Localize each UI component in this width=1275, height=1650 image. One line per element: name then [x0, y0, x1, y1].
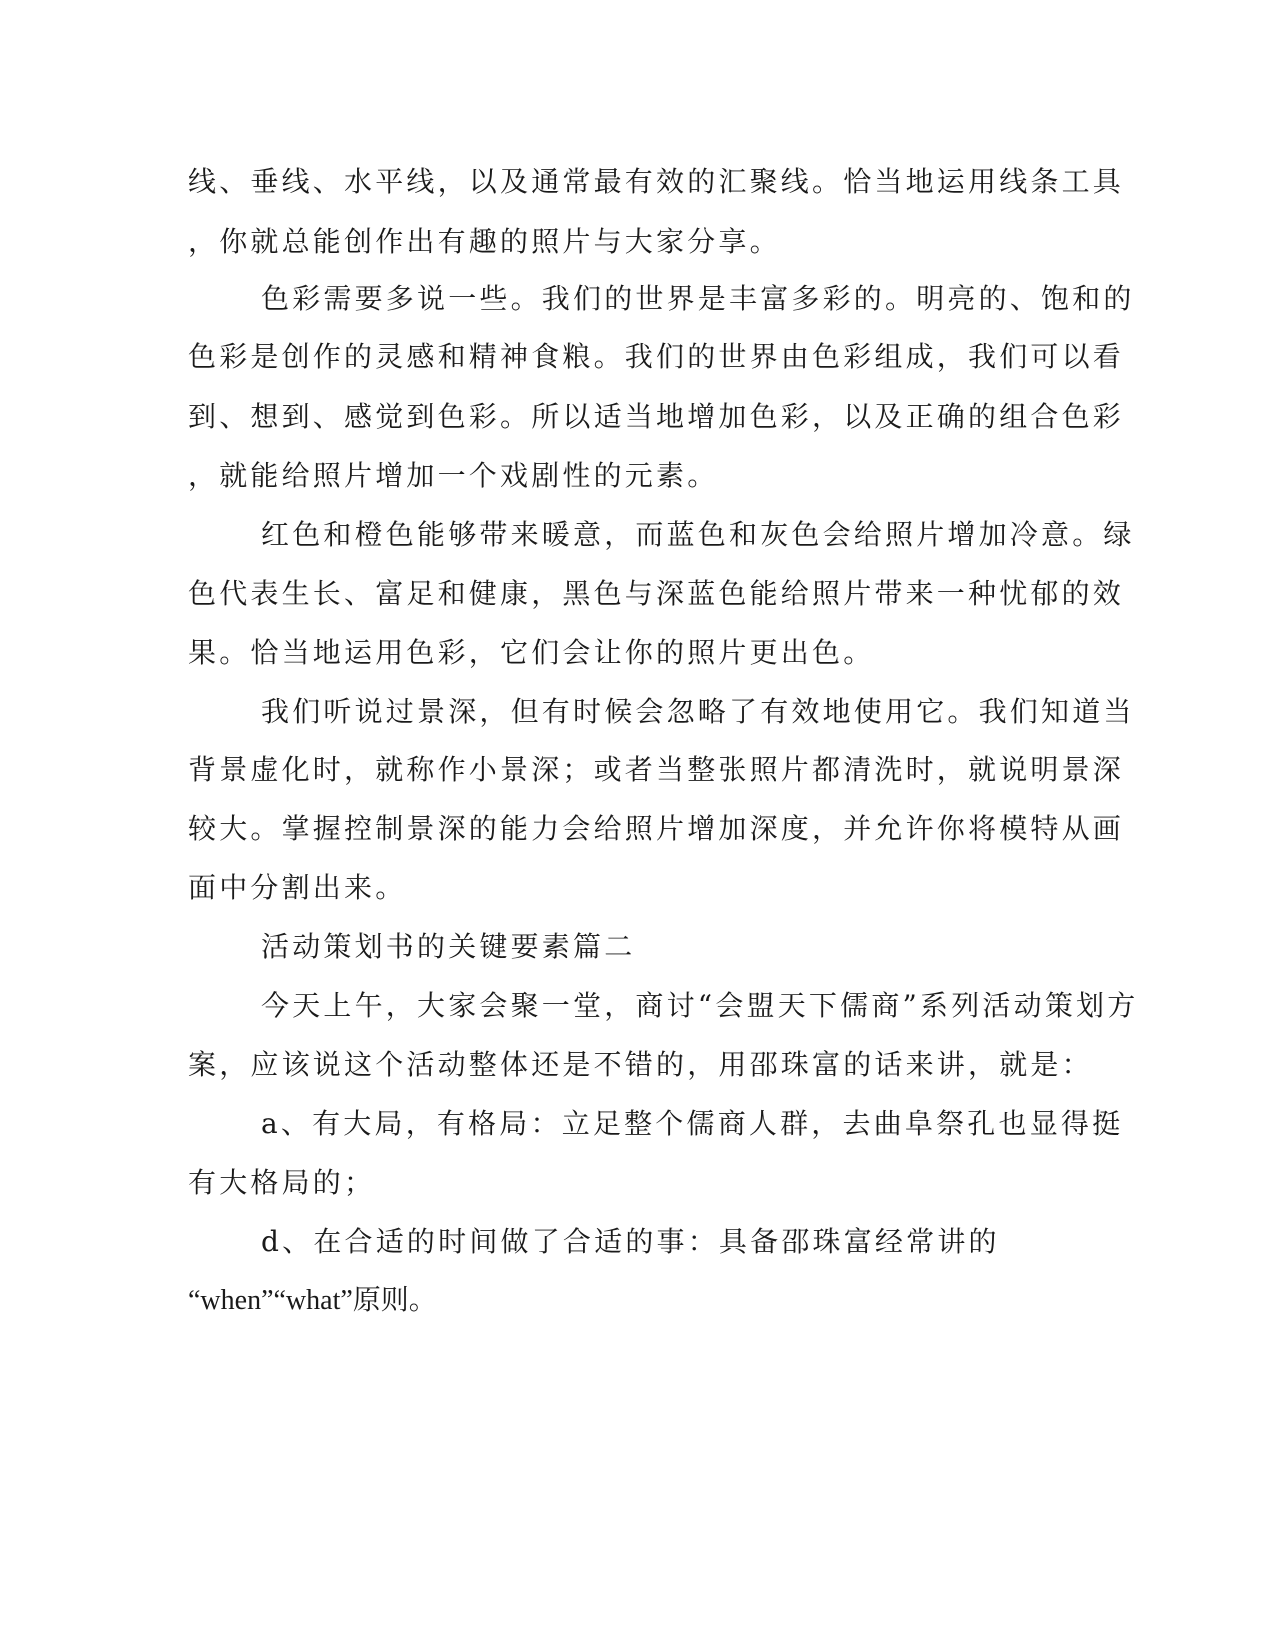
text-line: 色代表生长、富足和健康，黑色与深蓝色能给照片带来一种忧郁的效: [188, 577, 1125, 610]
text-line: 果。恰当地运用色彩，它们会让你的照片更出色。: [188, 636, 875, 669]
text-line: 较大。掌握控制景深的能力会给照片增加深度，并允许你将模特从画: [188, 812, 1125, 845]
text-line: 背景虚化时，就称作小景深；或者当整张照片都清洗时，就说明景深: [188, 753, 1125, 786]
section-heading: 活动策划书的关键要素篇二: [261, 930, 636, 963]
text-line: 面中分割出来。: [188, 871, 407, 904]
text-line: ，你就总能创作出有趣的照片与大家分享。: [188, 225, 781, 258]
list-item-line: d、在合适的时间做了合适的事：具备邵珠富经常讲的: [261, 1225, 1000, 1258]
text-line: 有大格局的；: [188, 1166, 376, 1199]
paragraph-start-line: 红色和橙色能够带来暖意，而蓝色和灰色会给照片增加冷意。绿: [261, 518, 1135, 551]
paragraph-start-line: 我们听说过景深，但有时候会忽略了有效地使用它。我们知道当: [261, 695, 1135, 728]
text-line: 到、想到、感觉到色彩。所以适当地增加色彩，以及正确的组合色彩: [188, 400, 1125, 433]
paragraph-start-line: 色彩需要多说一些。我们的世界是丰富多彩的。明亮的、饱和的: [261, 282, 1135, 315]
text-line: 案，应该说这个活动整体还是不错的，用邵珠富的话来讲，就是：: [188, 1048, 1093, 1081]
text-line: 线、垂线、水平线，以及通常最有效的汇聚线。恰当地运用线条工具: [188, 165, 1125, 198]
text-line: 色彩是创作的灵感和精神食粮。我们的世界由色彩组成，我们可以看: [188, 340, 1125, 373]
paragraph-start-line: 今天上午，大家会聚一堂，商讨“会盟天下儒商”系列活动策划方: [261, 989, 1139, 1022]
list-item-line: a、有大局，有格局：立足整个儒商人群，去曲阜祭孔也显得挺: [261, 1107, 1124, 1140]
text-line: ，就能给照片增加一个戏剧性的元素。: [188, 459, 719, 492]
text-line: “when”“what”原则。: [188, 1285, 437, 1316]
